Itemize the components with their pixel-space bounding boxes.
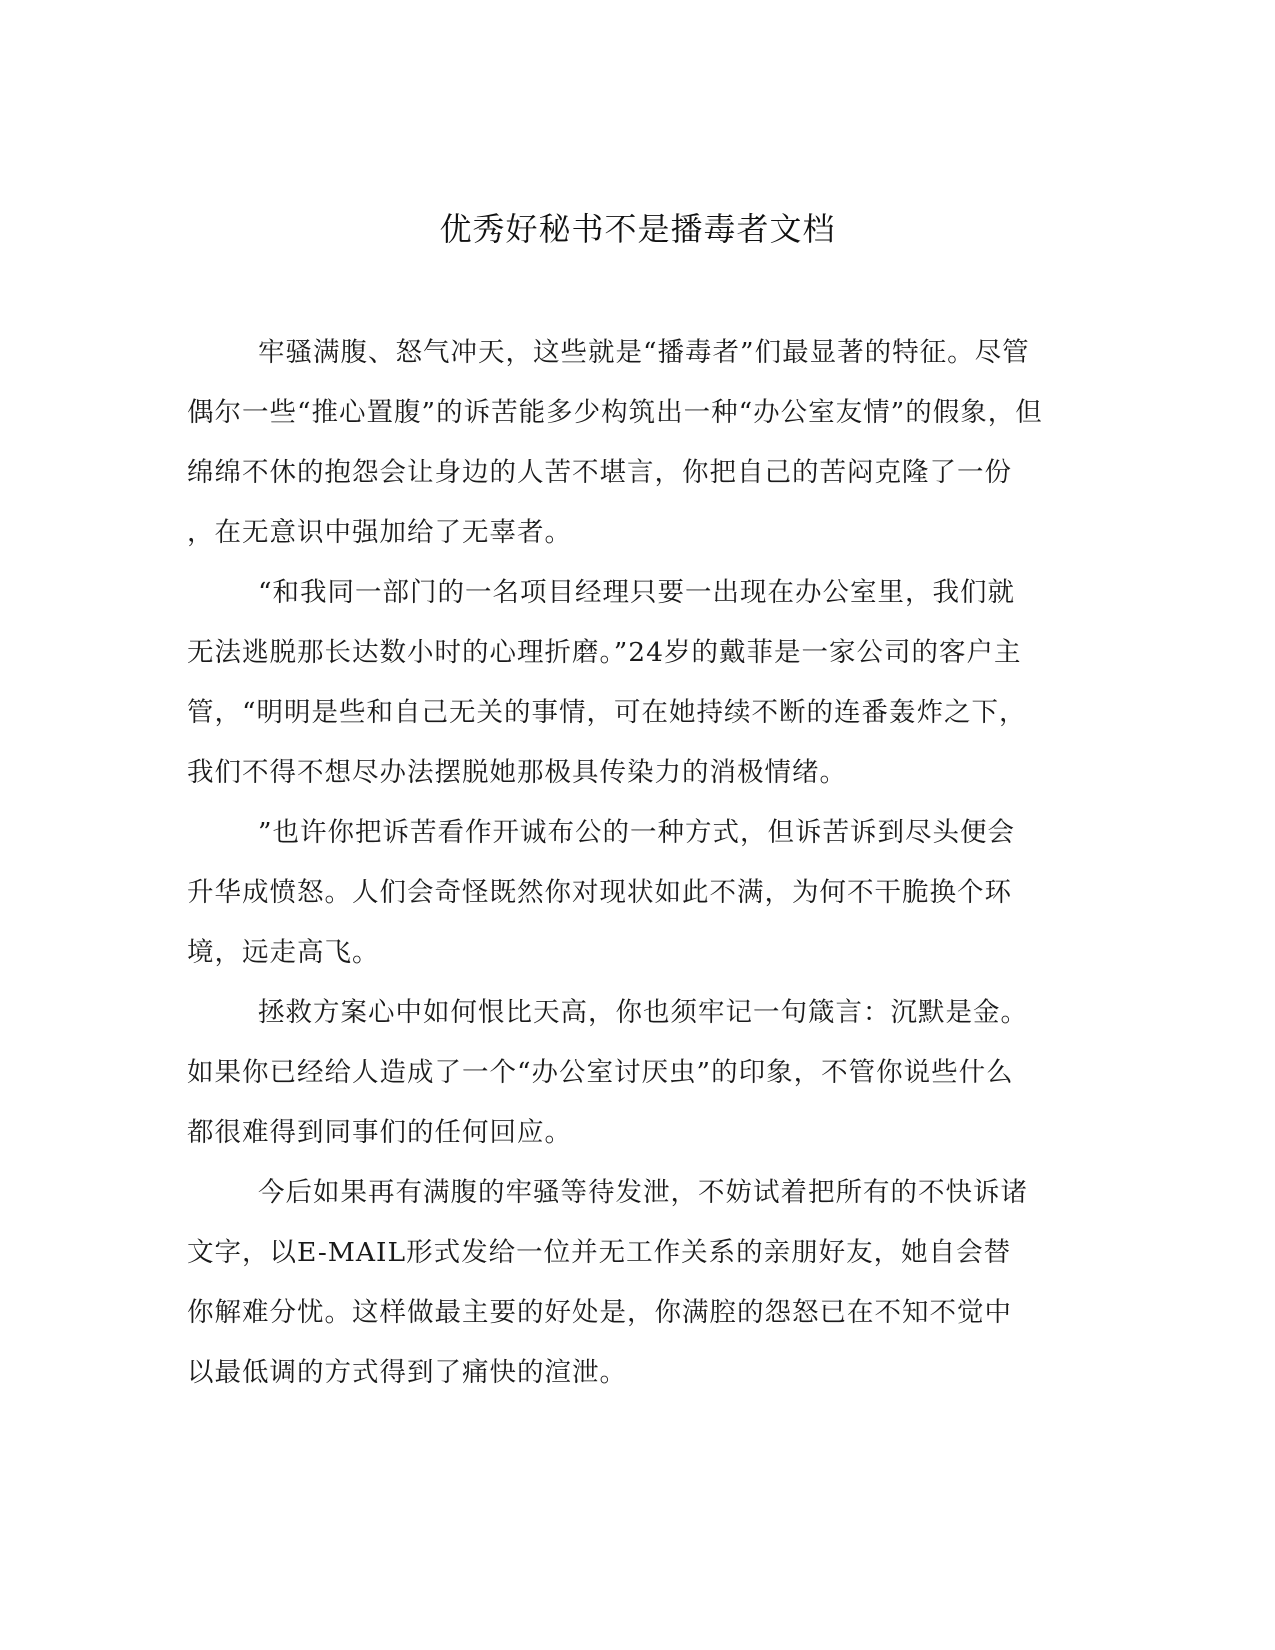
paragraph-1-line-2: 偶尔一些“推心置腹”的诉苦能多少构筑出一种“办公室友情”的假象，但 <box>187 397 1043 428</box>
paragraph-5-line-1: 今后如果再有满腹的牢骚等待发泄，不妨试着把所有的不快诉诸 <box>258 1177 1028 1208</box>
paragraph-1-line-1: 牢骚满腹、怒气冲天，这些就是“播毒者”们最显著的特征。尽管 <box>258 337 1030 368</box>
paragraph-2-line-3: 管，“明明是些和自己无关的事情，可在她持续不断的连番轰炸之下， <box>187 697 1027 728</box>
paragraph-1-line-3: 绵绵不休的抱怨会让身边的人苦不堪言，你把自己的苦闷克隆了一份 <box>187 457 1012 488</box>
paragraph-4-line-2: 如果你已经给人造成了一个“办公室讨厌虫”的印象，不管你说些什么 <box>187 1057 1014 1088</box>
paragraph-2-line-4: 我们不得不想尽办法摆脱她那极具传染力的消极情绪。 <box>187 757 847 788</box>
paragraph-2-line-2: 无法逃脱那长达数小时的心理折磨。”24岁的戴菲是一家公司的客户主 <box>187 637 1022 668</box>
paragraph-4-line-3: 都很难得到同事们的任何回应。 <box>187 1117 572 1148</box>
paragraph-3-line-1: ”也许你把诉苦看作开诚布公的一种方式，但诉苦诉到尽头便会 <box>258 817 1016 848</box>
paragraph-5-line-2: 文字，以E-MAIL形式发给一位并无工作关系的亲朋好友，她自会替 <box>187 1237 1012 1268</box>
document-title: 优秀好秘书不是播毒者文档 <box>439 210 836 248</box>
paragraph-3-line-3: 境，远走高飞。 <box>187 937 380 968</box>
paragraph-5-line-3: 你解难分忧。这样做最主要的好处是，你满腔的怨怒已在不知不觉中 <box>187 1297 1012 1328</box>
paragraph-3-line-2: 升华成愤怒。人们会奇怪既然你对现状如此不满，为何不干脆换个环 <box>187 877 1012 908</box>
paragraph-2-line-1: “和我同一部门的一名项目经理只要一出现在办公室里，我们就 <box>258 577 1016 608</box>
paragraph-5-line-4: 以最低调的方式得到了痛快的渲泄。 <box>187 1357 627 1388</box>
paragraph-1-line-4: ，在无意识中强加给了无辜者。 <box>187 517 572 548</box>
document-body <box>187 323 1077 1403</box>
paragraph-4-line-1: 拯救方案心中如何恨比天高，你也须牢记一句箴言：沉默是金。 <box>258 997 1028 1028</box>
